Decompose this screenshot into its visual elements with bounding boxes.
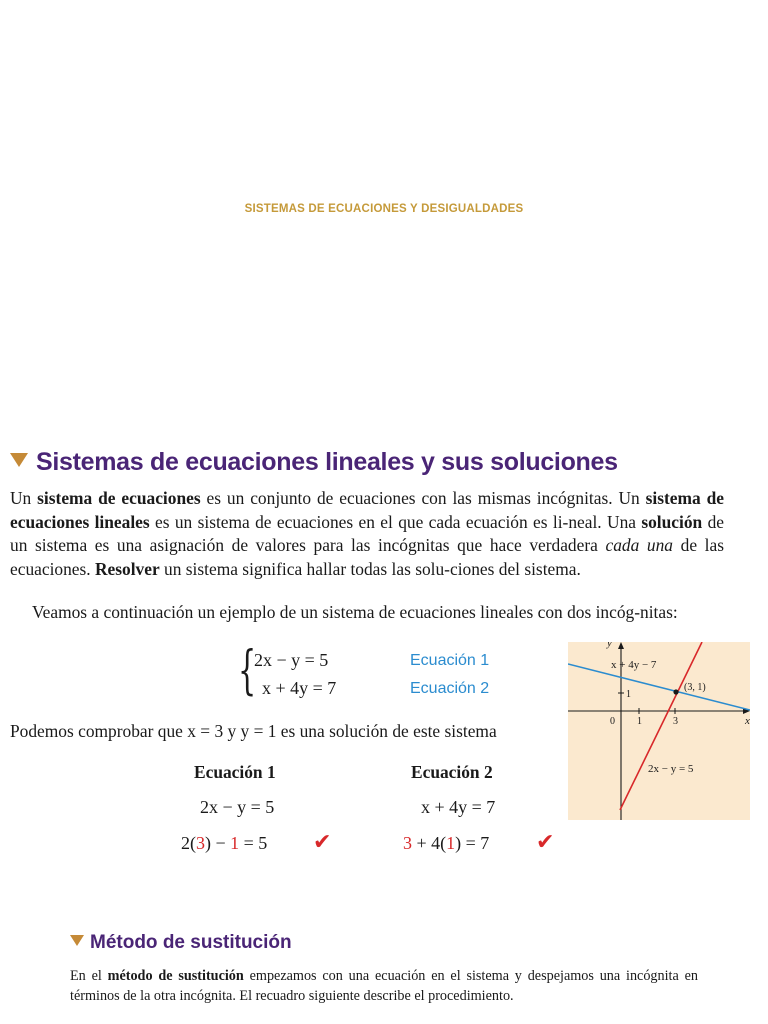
- verify-col1-sub: [181, 833, 267, 854]
- checkmark-icon: ✔: [536, 830, 555, 855]
- text-run: de las ecuaciones.: [10, 535, 724, 579]
- y-axis-arrow-icon: [618, 642, 624, 649]
- checkmark-icon: ✔: [313, 830, 332, 855]
- line1-label: x + 4y − 7: [611, 659, 657, 671]
- text-run: En el: [70, 968, 108, 984]
- system-eq1: 2x − y = 5: [254, 650, 329, 670]
- term-resolver: Resolver: [94, 558, 160, 579]
- value-x: 3: [196, 833, 205, 853]
- value-x: 3: [403, 833, 412, 853]
- text-run: 2(: [181, 833, 196, 853]
- section-title-text: Sistemas de ecuaciones lineales y sus soluciones: [36, 448, 618, 476]
- text-run: un sistema significa hallar todas las solu-ciones del sistema.: [159, 558, 581, 579]
- example-paragraph: Veamos a continuación un ejemplo de un sistema de ecuaciones lineales con dos incóg-nitas:: [32, 602, 678, 622]
- x-axis-label: x: [745, 715, 750, 727]
- system-tag1: Ecuación 1: [410, 652, 490, 669]
- term-solucion: solución: [641, 511, 703, 532]
- graph-svg: [568, 642, 750, 820]
- y-axis-label: y: [607, 642, 612, 649]
- system-graph: [568, 642, 750, 820]
- tick-label-x1: 1: [637, 716, 642, 727]
- term-sistema-lineal: sistema de ecuaciones lineales: [10, 488, 724, 532]
- value-y: 1: [230, 833, 240, 853]
- value-y: 1: [446, 833, 456, 853]
- point-label: (3, 1): [684, 682, 706, 693]
- running-head: SISTEMAS DE ECUACIONES Y DESIGUALDADES: [244, 203, 524, 215]
- intro-paragraph: [10, 487, 724, 581]
- text-run: Un: [10, 488, 38, 508]
- line2-label: 2x − y = 5: [648, 763, 694, 775]
- equation-system: [238, 641, 538, 704]
- term-metodo-sustitucion: método de sustitución: [107, 968, 244, 984]
- tick-label-x3: 3: [673, 716, 678, 727]
- triangle-bullet-icon: [10, 453, 28, 467]
- text-run: es un conjunto de ecuaciones con las mismas incógnitas. Un: [200, 488, 646, 508]
- text-run: de un sistema es una asignación de valores para las incógnitas que hace verdadera: [10, 511, 725, 555]
- brace-symbol: {: [238, 641, 257, 701]
- verify-col2-eq: x + 4y = 7: [421, 797, 496, 817]
- substitution-paragraph: [70, 966, 698, 1006]
- text-run: es un sistema de ecuaciones en el que cada ecuación es li-neal. Una: [149, 511, 642, 532]
- tick-label-y1: 1: [626, 689, 631, 700]
- line-eq1: [568, 664, 750, 710]
- verify-col1-eq: 2x − y = 5: [200, 797, 275, 817]
- triangle-bullet-icon: [70, 935, 84, 946]
- text-run: = 5: [239, 833, 268, 853]
- verify-col2-head: Ecuación 2: [411, 762, 493, 782]
- text-run: ) = 7: [455, 833, 490, 853]
- intersection-point: [673, 689, 678, 694]
- tick-label-0: 0: [610, 716, 615, 727]
- system-eq2: x + 4y = 7: [262, 678, 337, 698]
- text-run: ) −: [205, 833, 231, 853]
- check-line: Podemos comprobar que x = 3 y y = 1 es una solución de este sistema: [10, 721, 497, 741]
- verify-col2-sub: [403, 833, 489, 854]
- system-tag2: Ecuación 2: [410, 680, 490, 697]
- text-run: empezamos con una ecuación en el sistema y despejamos una incógnita en términos de la otra incógnita. El recuadro siguiente describe el procedimiento.: [70, 968, 699, 1004]
- text-run: + 4(: [412, 833, 447, 853]
- term-sistema-de-ecuaciones: sistema de ecuaciones: [37, 488, 201, 508]
- verify-col1-head: Ecuación 1: [194, 762, 276, 782]
- section-title: [10, 448, 618, 477]
- emphasis-cada-una: cada una: [605, 535, 673, 555]
- subsection-title-text: Método de sustitución: [90, 932, 292, 953]
- subsection-title: [70, 932, 292, 954]
